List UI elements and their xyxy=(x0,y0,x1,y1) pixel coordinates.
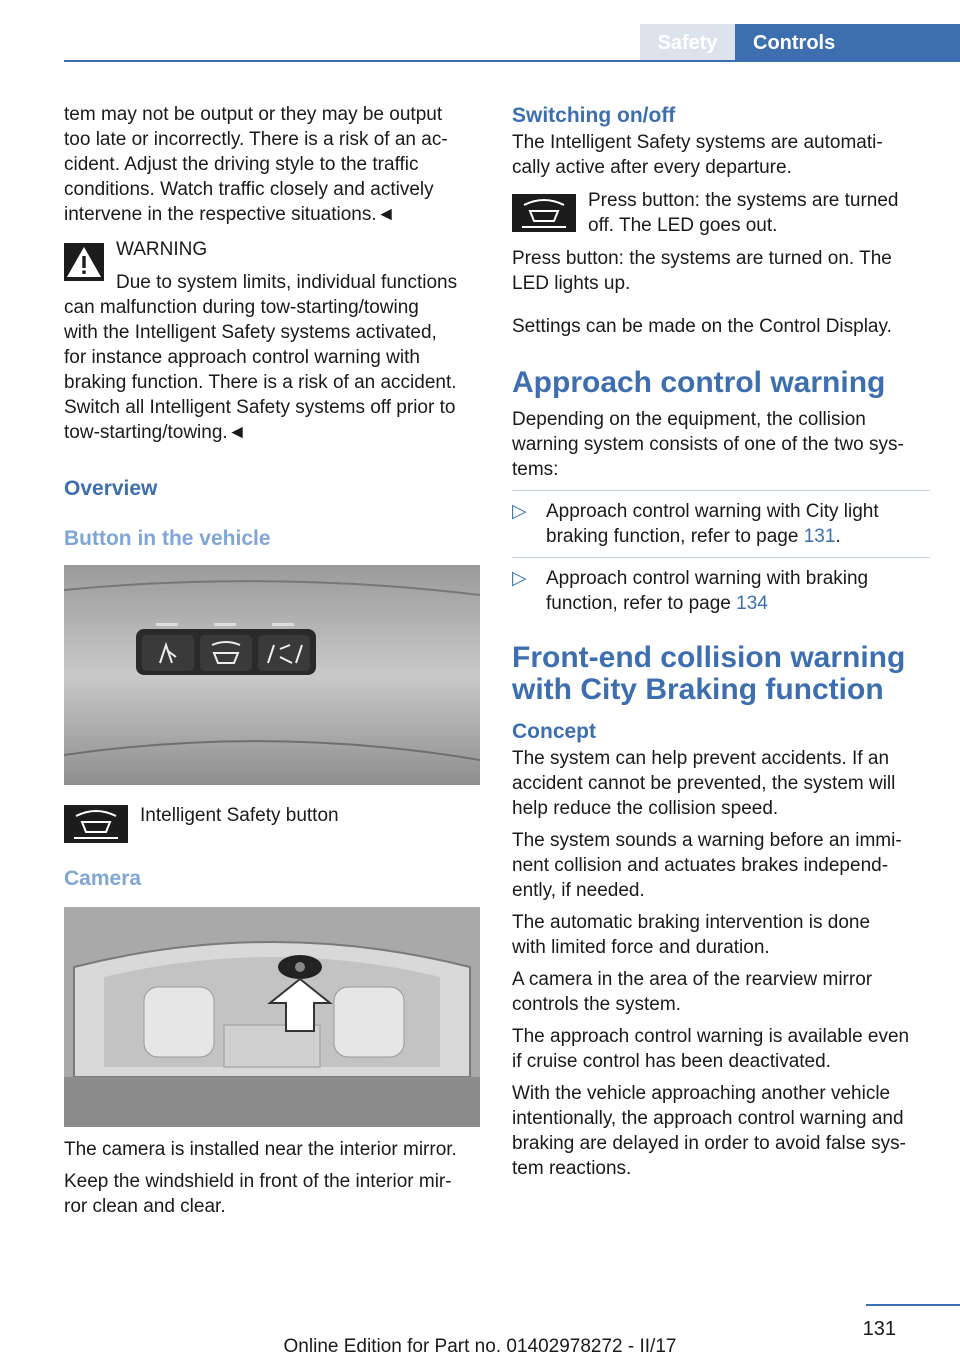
footer-rule xyxy=(866,1304,960,1306)
concept-line: The automatic braking intervention is done xyxy=(512,912,871,933)
concept-line: braking are delayed in order to avoid false sys- xyxy=(512,1133,906,1154)
concept-line: ently, if needed. xyxy=(512,880,645,901)
bullet-text: Approach control warning with braking xyxy=(546,568,869,589)
camera-text: ror clean and clear. xyxy=(64,1196,226,1217)
page-number: 131 xyxy=(862,1318,896,1340)
switch-heading: Switching on/off xyxy=(512,104,676,127)
press-off-line: Press button: the systems are turned xyxy=(588,190,899,211)
concept-line: controls the system. xyxy=(512,994,681,1015)
intelligent-safety-icon xyxy=(64,805,128,843)
intro-line: intervene in the respective situations.◄ xyxy=(64,204,396,225)
fcw-heading: with City Braking function xyxy=(512,673,884,706)
press-on-line: LED lights up. xyxy=(512,273,631,294)
warning-line: can malfunction during tow-starting/towing xyxy=(64,297,419,318)
button-legend xyxy=(64,805,482,845)
press-off-row xyxy=(512,192,930,242)
button-panel-photo xyxy=(64,565,480,785)
intro-line: conditions. Watch traffic closely and actively xyxy=(64,179,434,200)
warning-line: Switch all Intelligent Safety systems off prior to xyxy=(64,397,456,418)
left-column xyxy=(64,102,482,1219)
concept-line: A camera in the area of the rearview mirror xyxy=(512,969,873,990)
warning-line: for instance approach control warning with xyxy=(64,347,420,368)
warning-line: braking function. There is a risk of an accident. xyxy=(64,372,457,393)
camera-heading: Camera xyxy=(64,867,142,890)
camera-text: Keep the windshield in front of the interior mir- xyxy=(64,1171,452,1192)
switch-text: cally active after every departure. xyxy=(512,157,792,178)
intro-line: tem may not be output or they may be output xyxy=(64,104,443,125)
triangle-bullet-icon: ▷ xyxy=(512,501,527,522)
concept-line: help reduce the collision speed. xyxy=(512,798,779,819)
bullet-item xyxy=(512,499,930,549)
concept-line: with limited force and duration. xyxy=(512,937,770,958)
tab-safety: Safety xyxy=(640,24,735,60)
intro-line: cident. Adjust the driving style to the traffic xyxy=(64,154,419,175)
bullet-item xyxy=(512,566,930,616)
warning-title: WARNING xyxy=(116,239,208,260)
concept-line: if cruise control has been deactivated. xyxy=(512,1051,831,1072)
approach-text: warning system consists of one of the two sys- xyxy=(512,434,904,455)
button-caption: Intelligent Safety button xyxy=(140,805,339,826)
concept-line: With the vehicle approaching another vehicle xyxy=(512,1083,891,1104)
warning-line: tow-starting/towing.◄ xyxy=(64,422,247,443)
bullet-suffix: . xyxy=(835,526,841,547)
press-on-line: Press button: the systems are turned on. The xyxy=(512,248,892,269)
warning-line: Due to system limits, individual functions xyxy=(116,272,458,293)
bullet-text: function, refer to page xyxy=(546,593,737,614)
bullet-separator xyxy=(512,557,930,558)
bullet-text: Approach control warning with City light xyxy=(546,501,879,522)
edition-footer: Online Edition for Part no. 01402978272 - II/17 xyxy=(283,1336,677,1357)
page-link[interactable]: 134 xyxy=(736,593,768,614)
settings-text: Settings can be made on the Control Display. xyxy=(512,316,892,337)
header-rule xyxy=(64,60,960,62)
concept-line: The approach control warning is available even xyxy=(512,1026,910,1047)
switch-text: The Intelligent Safety systems are automati- xyxy=(512,132,883,153)
approach-text: Depending on the equipment, the collision xyxy=(512,409,866,430)
concept-line: The system can help prevent accidents. If an xyxy=(512,748,890,769)
concept-line: tem reactions. xyxy=(512,1158,632,1179)
overview-heading: Overview xyxy=(64,477,158,500)
button-heading: Button in the vehicle xyxy=(64,527,271,550)
intelligent-safety-icon xyxy=(512,194,576,232)
page-link[interactable]: 131 xyxy=(803,526,836,547)
right-column xyxy=(512,102,930,1181)
camera-windshield-photo xyxy=(64,907,480,1127)
bullet-text: braking function, refer to page xyxy=(546,526,804,547)
fcw-heading: Front-end collision warning xyxy=(512,641,906,674)
intro-line: too late or incorrectly. There is a risk of an ac- xyxy=(64,129,448,150)
approach-heading: Approach control warning xyxy=(512,366,886,399)
concept-line: intentionally, the approach control warning and xyxy=(512,1108,904,1129)
warning-block xyxy=(64,237,482,445)
press-off-line: off. The LED goes out. xyxy=(588,215,778,236)
tab-controls: Controls xyxy=(735,24,960,62)
warning-triangle-icon xyxy=(64,243,104,281)
warning-line: with the Intelligent Safety systems activated, xyxy=(64,322,437,343)
concept-line: nent collision and actuates brakes independ- xyxy=(512,855,889,876)
approach-text: tems: xyxy=(512,459,559,480)
concept-line: accident cannot be prevented, the system will xyxy=(512,773,896,794)
concept-line: The system sounds a warning before an immi- xyxy=(512,830,902,851)
triangle-bullet-icon: ▷ xyxy=(512,568,527,589)
bullet-separator xyxy=(512,490,930,491)
camera-text: The camera is installed near the interior mirror. xyxy=(64,1139,457,1160)
concept-heading: Concept xyxy=(512,720,596,743)
